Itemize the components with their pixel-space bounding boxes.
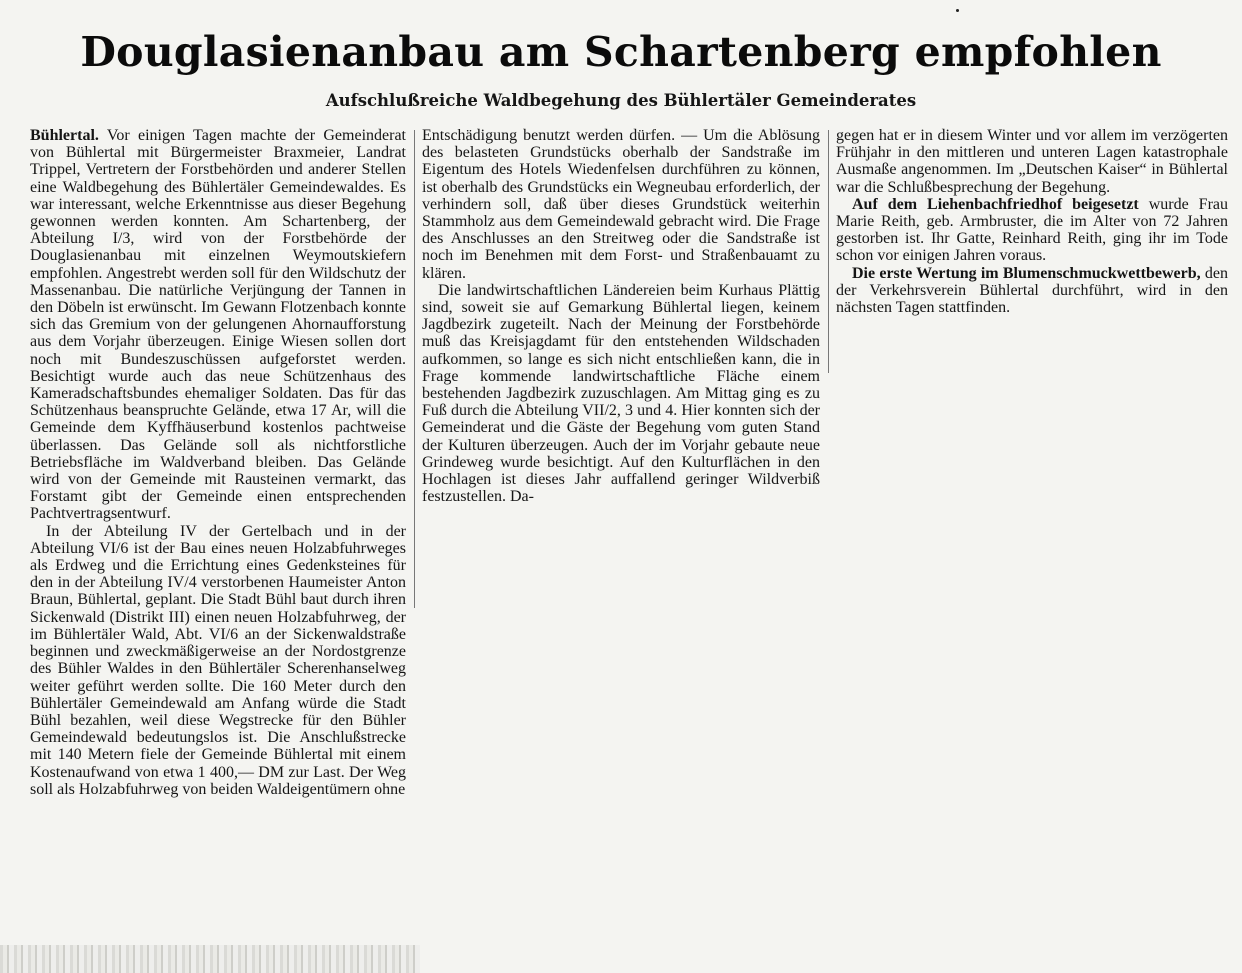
- news-item-text: den der Verkehrsverein Bühlertal durchführt, wird in den nächsten Tagen stattfinden.: [836, 264, 1229, 317]
- paragraph: [30, 127, 406, 523]
- news-item-lead: Auf dem Liehenbachfriedhof beigesetzt: [852, 195, 1139, 213]
- headline: Douglasienanbau am Schartenberg empfohlen: [80, 28, 1162, 76]
- subheadline: Aufschlußreiche Waldbegehung des Bühlertäler Gemeinderates: [325, 91, 917, 110]
- column-divider: [414, 130, 415, 608]
- column-divider: [828, 130, 829, 373]
- dateline: Bühlertal.: [30, 127, 99, 144]
- article-column-1: [30, 127, 406, 798]
- news-item: [836, 265, 1228, 317]
- scan-artifact: [0, 945, 420, 973]
- paragraph: Die landwirtschaftlichen Ländereien beim Kurhaus Plättig sind, soweit sie auf Gemarkung Bühlertal liegen, keinem Jagdbezirk zugeteilt. Nach der Meinung der Forstbehörde muß das Kreisjagdamt für den entstehenden Wildschaden aufkommen, so lange es sich nicht entschließen kann, die in Frage kommende landwirtschaftliche Fläche einem bestehenden Jagdbezirk zuzuschlagen. Am Mittag ging es zu Fuß durch die Abteilung VII/2, 3 und 4. Hier konnten sich der Gemeinderat und die Gäste der Begehung vom guten Stand der Kulturen überzeugen. Auch der im Vorjahr gebaute neue Grindeweg wurde besichtigt. Auf den Kulturflächen in den Hochlagen ist dieses Jahr auffallend geringer Wildverbiß festzustellen. Da-: [422, 281, 820, 506]
- paragraph: In der Abteilung IV der Gertelbach und in der Abteilung VI/6 ist der Bau eines neuen Holzabfuhrweges als Erdweg und die Errichtung eines Gedenksteines für den in der Abteilung IV/4 verstorbenen Haumeister Anton Braun, Bühlertal, geplant. Die Stadt Bühl baut durch ihren Sickenwald (Distrikt III) einen neuen Holzabfuhrweg, der im Bühlertäler Wald, Abt. VI/6 an der Sickenwaldstraße beginnen und zweckmäßigerweise an der Nordostgrenze des Bühler Waldes in den Bühlertäler Scherenhanselweg weiter geführt werden sollte. Die 160 Meter durch den Bühlertäler Gemeindewald am Anfang würde die Stadt Bühl bezahlen, weil diese Wegstrecke für den Bühler Gemeindewald bedeutungslos ist. Die Anschlußstrecke mit 140 Metern fiele der Gemeinde Bühlertal mit einem Kostenaufwand von etwa 1 400,— DM zur Last. Der Weg soll als Holzabfuhrweg von beiden Waldeigentümern ohne: [30, 522, 406, 798]
- paragraph: Entschädigung benutzt werden dürfen. — Um die Ablösung des belasteten Grundstücks oberhalb der Sandstraße im Eigentum des Hotels Wiedenfelsen durchführen zu können, ist oberhalb des Grundstücks ein Wegneubau erforderlich, der verhindern soll, daß über dieses Grundstück weiterhin Stammholz aus dem Gemeindewald gebracht wird. Die Frage des Anschlusses an den Streitweg oder die Sandstraße ist noch im Benehmen mit dem Forst- und Straßenbauamt zu klären.: [422, 127, 820, 282]
- news-item-text: wurde Frau Marie Reith, geb. Armbruster, die im Alter von 72 Jahren gestorben ist. Ihr Gatte, Reinhard Reith, ging ihr im Tode schon vor einigen Jahren voraus.: [836, 195, 1229, 265]
- article-column-2: [422, 127, 820, 505]
- scan-speck: [956, 9, 959, 12]
- news-item-lead: Die erste Wertung im Blumenschmuckwettbewerb,: [852, 264, 1201, 282]
- paragraph: gegen hat er in diesem Winter und vor allem im verzögerten Frühjahr in den mittleren und unteren Lagen katastrophale Ausmaße angenommen. Im „Deutschen Kaiser“ in Bühlertal war die Schlußbesprechung der Begehung.: [836, 127, 1228, 196]
- paragraph-text: Vor einigen Tagen machte der Gemeinderat von Bühlertal mit Bürgermeister Braxmeier, Landrat Trippel, Vertretern der Forstbehörden und anderer Stellen eine Waldbegehung des Bühlertäler Gemeindewaldes. Es war interessant, welche Erkenntnisse aus dieser Begehung gewonnen werden konnten. Am Schartenberg, der Abteilung I/3, wird von der Forstbehörde der Douglasienanbau mit einzelnen Weymoutskiefern empfohlen. Angestrebt werden soll für den Wildschutz der Massenanbau. Die natürliche Verjüngung der Tannen in den Döbeln ist erwünscht. Im Gewann Flotzenbach konnte sich das Gremium von der gelungenen Ahornaufforstung aus dem Vorjahr überzeugen. Einige Wiesen sollen dort noch mit Bundeszuschüssen aufgeforstet werden. Besichtigt wurde auch das neue Schützenhaus des Kameradschaftsbundes ehemaliger Soldaten. Das für das Schützenhaus beanspruchte Gelände, etwa 17 Ar, will die Gemeinde dem Kyffhäuserbund kostenlos pachtweise überlassen. Das Gelände soll als nichtforstliche Betriebsfläche im Waldverband bleiben. Das Gelände wird von der Gemeinde mit Rausteinen vermarkt, das Forstamt gibt der Gemeinde einen entsprechenden Pachtvertragsentwurf.: [30, 127, 406, 523]
- news-item: [836, 196, 1228, 265]
- article-column-3: [836, 127, 1228, 316]
